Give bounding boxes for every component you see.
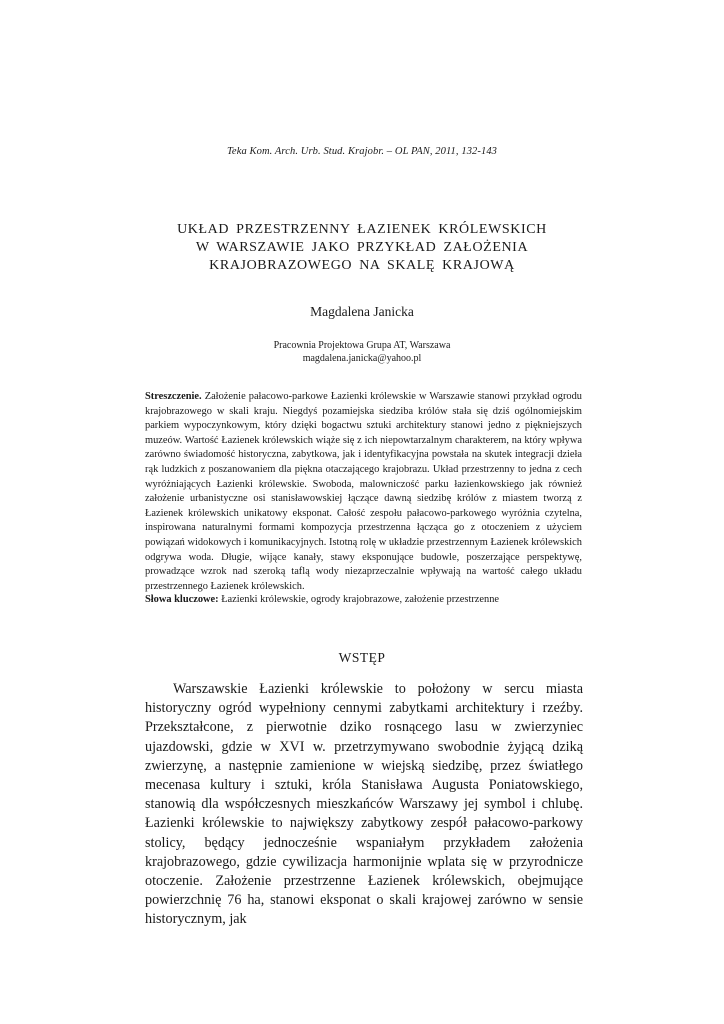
section-heading: WSTĘP xyxy=(338,650,386,665)
keywords xyxy=(145,593,582,608)
affiliation: Pracownia Projektowa Grupa AT, Warszawa xyxy=(273,340,451,351)
abstract-label: Streszczenie. xyxy=(145,391,205,402)
author-email: magdalena.janicka@yahoo.pl xyxy=(302,353,422,364)
journal-citation: Teka Kom. Arch. Urb. Stud. Krajobr. – OL PAN, 2011, 132-143 xyxy=(226,146,498,157)
title-line-3: KRAJOBRAZOWEGO NA SKALĘ KRAJOWĄ xyxy=(209,258,515,273)
author-name: Magdalena Janicka xyxy=(310,304,414,319)
title-line-2: W WARSZAWIE JAKO PRZYKŁAD ZAŁOŻENIA xyxy=(195,240,529,255)
author-affiliation-block xyxy=(0,339,724,365)
body-paragraph: Warszawskie Łazienki królewskie to położony w sercu miasta historyczny ogród wypełniony cennymi zabytkami architektury i rzeźby. Przekształcone, z pierwotnie dziko rosnącego lasu w zwierzyniec ujazdowski, gdzie w XVI w. przetrzymywano swobodnie żyjącą dziką zwierzynę, a następnie zamienione w wiejską siedzibę, przez światłego mecenasa kultury i sztuki, króla Stanisława Augusta Poniatowskiego, stanowią dla współczesnych mieszkańców Warszawy jej symbol i chlubę. Łazienki królewskie to największy zabytkowy zespół pałacowo-parkowy stolicy, będący jednocześnie wspaniałym przykładem założenia krajobrazowego, gdzie cywilizacja harmonijnie wplata się w przyrodnicze otoczenie. Założenie przestrzenne Łazienek królewskich, obejmujące powierzchnię 76 ha, stanowi eksponat o skali krajowej zarówno w sensie historycznym, jak xyxy=(145,681,583,928)
title-line-1: UKŁAD PRZESTRZENNY ŁAZIENEK KRÓLEWSKICH xyxy=(177,222,547,237)
abstract xyxy=(145,390,582,594)
article-title xyxy=(0,221,724,275)
abstract-text: Założenie pałacowo-parkowe Łazienki królewskie w Warszawie stanowi przykład ogrodu krajobrazowego w skali kraju. Niegdyś pozamiejska siedziba królów stała się dziś ogólnomiejskim parkiem wypoczynkowym, który dzięki bogactwu sztuki architektury stanowi jedno z piękniejszych muzeów. Wartość Łazienek królewskich wiąże się z ich niepowtarzalnym charakterem, na który wpływa zarówno świadomość historyczna, zabytkowa, jak i identyfikacyjna powstała na skutek integracji dzieła rąk ludzkich z poszanowaniem dla piękna otaczającego krajobrazu. Układ przestrzenny to jedna z cech wyróżniających Łazienki królewskie. Swoboda, malowniczość parku łazienkowskiego jak również założenie urbanistyczne osi stanisławowskiej łączące dawną siedzibę królów z miastem tworzą z Łazienek królewskich unikatowy eksponat. Całość zespołu pałacowo-parkowego wyróżnia czytelna, inspirowana naturalnymi formami kompozycja przestrzenna łącząca go z otoczeniem z użyciem powiązań widokowych i komunikacyjnych. Istotną rolę w układzie przestrzennym Łazienek królewskich odgrywa woda. Długie, wijące kanały, stawy eksponujące budowle, poszerzające perspektywę, prowadzące wzrok nad szeroką taflą wody niezaprzeczalnie wpływają na wartość całego układu przestrzennego Łazienek królewskich. xyxy=(145,391,582,592)
keywords-text: Łazienki królewskie, ogrody krajobrazowe, założenie przestrzenne xyxy=(221,594,500,605)
keywords-label: Słowa kluczowe: xyxy=(145,594,222,605)
